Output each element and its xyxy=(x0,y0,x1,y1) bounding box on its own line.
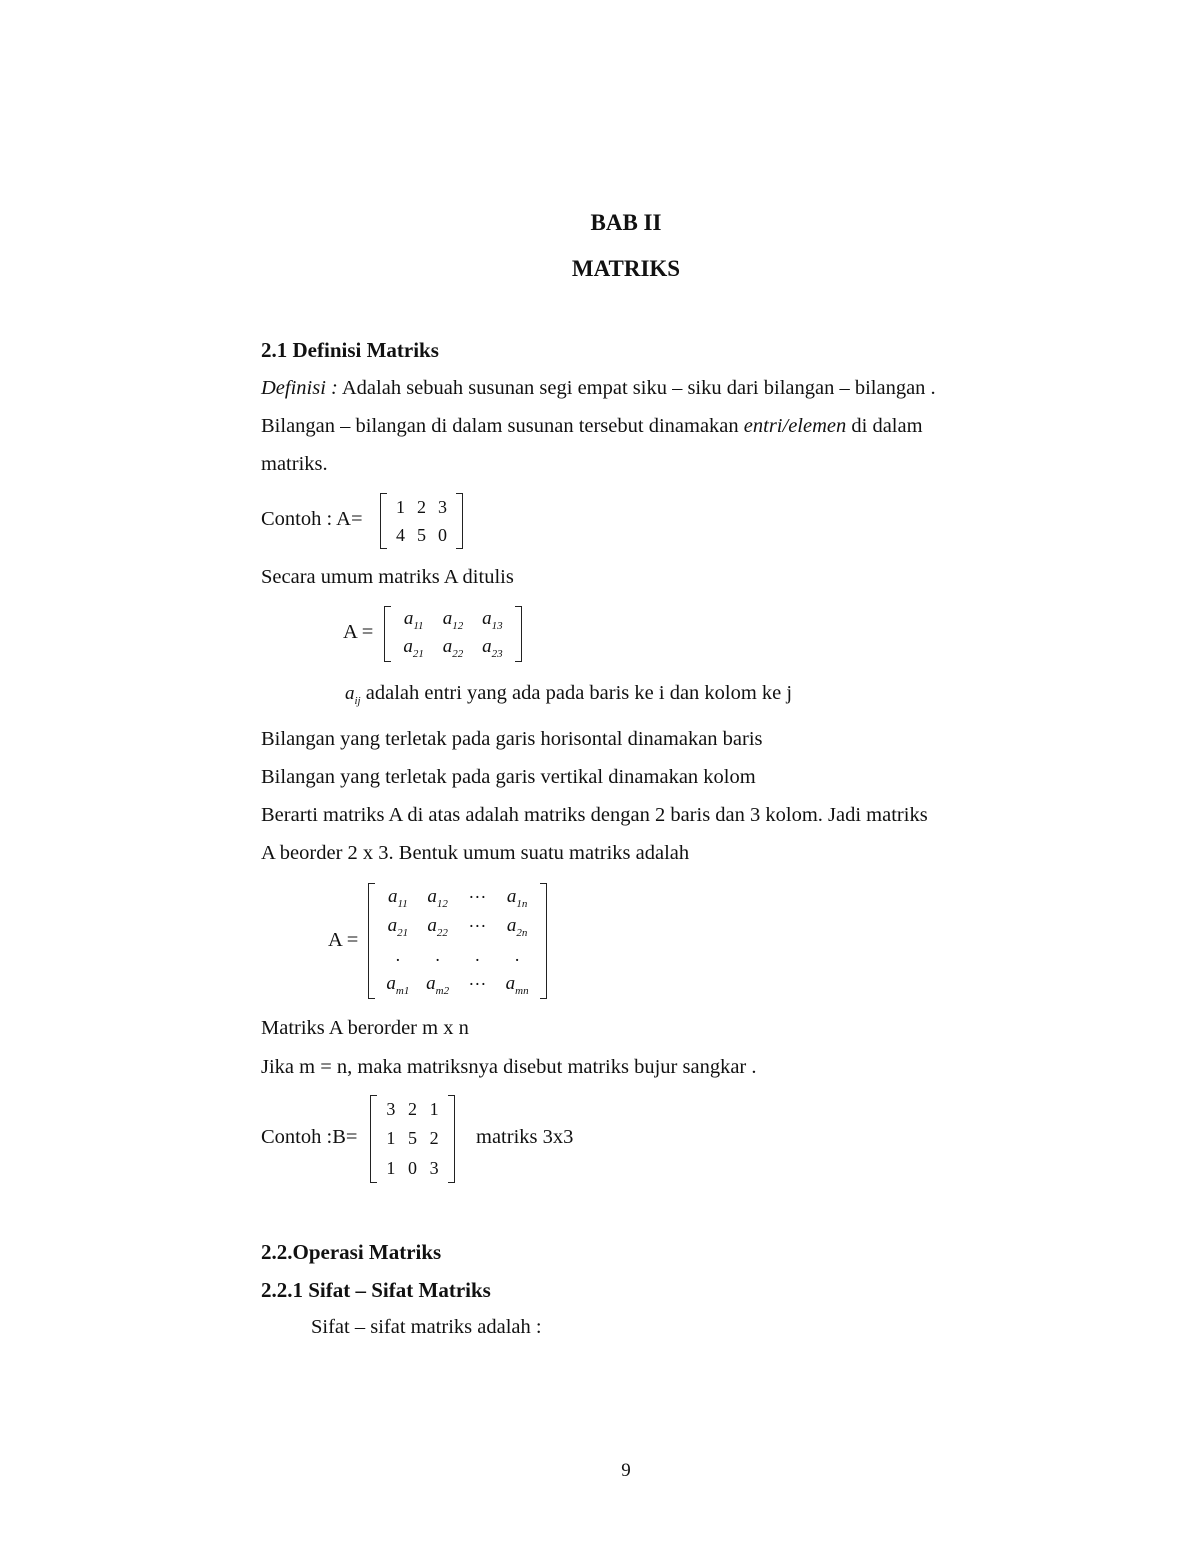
matrix-cell-subscript: 12 xyxy=(452,619,464,632)
left-bracket xyxy=(384,606,391,662)
chapter-subtitle: MATRIKS xyxy=(571,256,681,281)
matrix-cell-subscript: 22 xyxy=(436,926,448,939)
definition-line xyxy=(261,377,936,400)
general-matrix xyxy=(384,606,522,662)
matrix-cell: 3 xyxy=(429,1157,439,1178)
kolom-text: Bilangan yang terletak pada garis vertikal dinamakan kolom xyxy=(261,766,756,788)
matrix-cell: 5 xyxy=(417,524,426,545)
definition-text-2b: di dalam xyxy=(846,415,923,437)
matrix-cell: . xyxy=(514,945,520,965)
matrix-cell-subscript: m2 xyxy=(435,984,450,997)
matrix-cell-subscript: 1n xyxy=(516,897,528,910)
definition-text: Adalah sebuah susunan segi empat siku – siku dari bilangan – bilangan . xyxy=(337,377,936,399)
matrix-cell: 1 xyxy=(396,496,405,517)
matrix-cell: 3 xyxy=(438,496,447,517)
matrix-cell xyxy=(443,608,464,632)
definition-line-3: matriks. xyxy=(261,453,328,475)
matrix-cell-base: a xyxy=(442,636,453,658)
matrix-b-note: matriks 3x3 xyxy=(476,1126,574,1148)
matrix-cell: 2 xyxy=(407,1099,417,1120)
matrix-cell-subscript: 13 xyxy=(491,619,503,632)
berarti-line-1: Berarti matriks A di atas adalah matriks dengan 2 baris dan 3 kolom. Jadi matriks xyxy=(261,804,928,826)
entri-elemen-term: entri/elemen xyxy=(743,415,847,437)
matrix-cell xyxy=(482,636,503,660)
mn-matrix xyxy=(368,883,547,999)
matrix-cell xyxy=(427,886,448,910)
aij-subscript: ij xyxy=(354,694,361,707)
matrix-cell: 1 xyxy=(429,1099,439,1120)
left-bracket xyxy=(380,493,387,549)
section-heading-2-1: 2.1 Definisi Matriks xyxy=(261,338,439,362)
matrix-cell-base: a xyxy=(506,885,517,907)
mn-matrix-cells xyxy=(378,883,537,999)
left-bracket xyxy=(368,883,375,999)
matrix-cell: ··· xyxy=(468,974,487,994)
matrix-cell xyxy=(427,915,448,939)
page-number: 9 xyxy=(621,1460,631,1481)
matrix-cell xyxy=(482,608,503,632)
section-heading-2-2: 2.2.Operasi Matriks xyxy=(261,1240,442,1264)
right-bracket xyxy=(515,606,522,662)
matrix-cell: 0 xyxy=(407,1157,417,1178)
matrix-cell xyxy=(443,636,464,660)
matrix-cell xyxy=(388,915,409,939)
aij-base: a xyxy=(345,683,355,704)
matrix-cell: ··· xyxy=(468,887,487,907)
general-matrix-cells xyxy=(394,606,512,662)
umum-text: Secara umum matriks A ditulis xyxy=(261,566,514,588)
chapter-title: BAB II xyxy=(590,210,662,235)
matrix-cell-base: a xyxy=(403,636,413,658)
right-bracket xyxy=(448,1095,455,1183)
baris-text: Bilangan yang terletak pada garis horisontal dinamakan baris xyxy=(261,728,763,750)
matrix-cell-subscript: 11 xyxy=(397,897,408,910)
matrix-cell xyxy=(403,636,424,660)
matrix-cell xyxy=(506,973,529,997)
matrix-cell-base: a xyxy=(426,972,436,994)
section-heading-2-2-1: 2.2.1 Sifat – Sifat Matriks xyxy=(261,1278,491,1302)
matrix-cell-subscript: 12 xyxy=(436,897,448,910)
matrix-b-cells xyxy=(380,1095,445,1183)
matrix-a-cells xyxy=(390,493,453,549)
matrix-cell: . xyxy=(395,945,401,965)
matrix-cell: . xyxy=(475,945,480,965)
matrix-cell: 4 xyxy=(396,524,405,545)
matrix-cell: 5 xyxy=(407,1128,417,1149)
matrix-cell-subscript: 11 xyxy=(413,619,424,632)
matrix-cell: 2 xyxy=(429,1128,439,1149)
matrix-cell-base: a xyxy=(482,636,492,658)
contoh-b-label: Contoh :B= xyxy=(261,1126,358,1148)
matrix-cell: 2 xyxy=(417,496,426,517)
matrix-cell-subscript: 21 xyxy=(412,647,424,660)
matrix-cell-base: a xyxy=(387,914,398,936)
definition-text-2a: Bilangan – bilangan di dalam susunan tersebut dinamakan xyxy=(261,415,744,437)
matrix-cell-subscript: 21 xyxy=(397,926,409,939)
matrix-cell-base: a xyxy=(388,885,398,907)
definition-line-2 xyxy=(261,415,923,438)
aij-text: adalah entri yang ada pada baris ke i dan kolom ke j xyxy=(360,682,793,704)
berarti-line-2: A beorder 2 x 3. Bentuk umum suatu matriks adalah xyxy=(261,842,690,864)
matrix-cell: 3 xyxy=(386,1099,396,1120)
definition-label: Definisi : xyxy=(261,377,338,399)
matrix-cell-base: a xyxy=(427,885,437,907)
matrix-cell xyxy=(507,886,528,910)
matrix-a xyxy=(380,493,463,549)
mn-matrix-label: A = xyxy=(328,929,359,951)
sifat-text: Sifat – sifat matriks adalah : xyxy=(311,1316,542,1338)
matrix-cell-base: a xyxy=(505,972,516,994)
matrix-cell-base: a xyxy=(427,914,437,936)
matrix-cell xyxy=(426,973,449,997)
right-bracket xyxy=(456,493,463,549)
matrix-cell: . xyxy=(435,945,440,965)
aij-line xyxy=(345,682,792,707)
matrix-cell-base: a xyxy=(506,914,517,936)
matrix-cell xyxy=(386,973,409,997)
matrix-cell xyxy=(507,915,528,939)
matrix-b xyxy=(370,1095,455,1183)
matrix-cell-base: a xyxy=(403,608,414,630)
matrix-cell-base: a xyxy=(442,608,453,630)
contoh-a-label: Contoh : A= xyxy=(261,508,363,530)
jika-text: Jika m = n, maka matriksnya disebut matriks bujur sangkar . xyxy=(261,1056,757,1078)
matrix-cell-base: a xyxy=(386,972,396,994)
matrix-cell xyxy=(388,886,408,910)
matrix-cell-base: a xyxy=(482,608,492,630)
matrix-cell-subscript: 22 xyxy=(452,647,464,660)
matrix-cell: ··· xyxy=(468,916,487,936)
left-bracket xyxy=(370,1095,377,1183)
matrix-cell-subscript: 2n xyxy=(516,926,528,939)
matrix-cell: 1 xyxy=(386,1157,396,1178)
matrix-cell-subscript: m1 xyxy=(395,984,410,997)
general-matrix-label: A = xyxy=(343,621,374,643)
berorder-text: Matriks A berorder m x n xyxy=(261,1017,469,1039)
matrix-cell: 1 xyxy=(386,1128,396,1149)
matrix-cell xyxy=(404,608,424,632)
matrix-cell-subscript: 23 xyxy=(491,647,503,660)
aij-symbol xyxy=(345,683,361,707)
matrix-cell: 0 xyxy=(438,524,447,545)
right-bracket xyxy=(540,883,547,999)
matrix-cell-subscript: mn xyxy=(515,984,529,997)
